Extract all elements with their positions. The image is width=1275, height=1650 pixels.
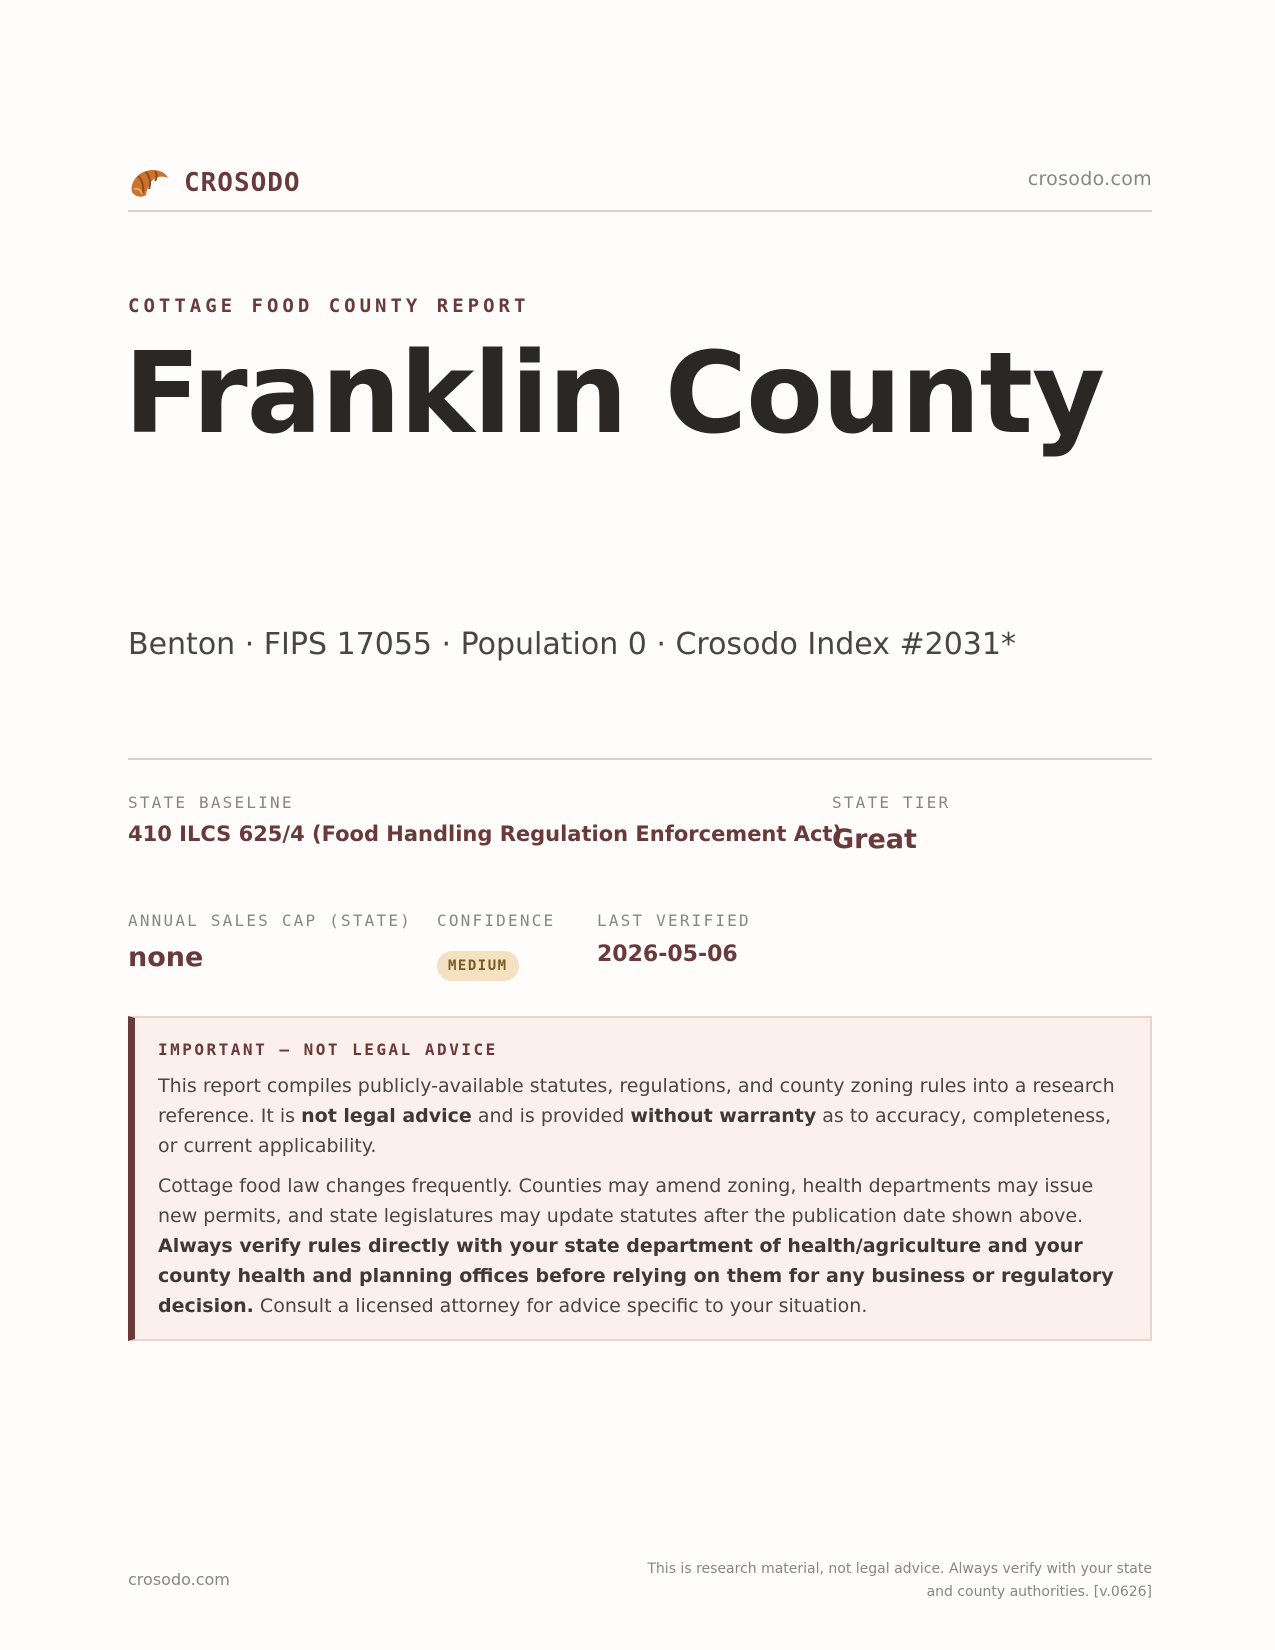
last-verified-label: LAST VERIFIED bbox=[597, 911, 751, 930]
report-type-label: COTTAGE FOOD COUNTY REPORT bbox=[128, 295, 530, 317]
confidence-badge: MEDIUM bbox=[437, 951, 519, 981]
legal-notice bbox=[128, 1016, 1152, 1341]
page-title: Franklin County bbox=[124, 329, 1105, 459]
footer-site[interactable]: crosodo.com bbox=[128, 1570, 230, 1589]
brand-name: CROSODO bbox=[184, 168, 301, 198]
sales-cap-label: ANNUAL SALES CAP (STATE) bbox=[128, 911, 412, 930]
state-tier-value: Great bbox=[832, 824, 917, 855]
notice-paragraph-1: This report compiles publicly-available statutes, regulations, and county zoning rules into a research reference. It is not legal advice and is provided without warranty as to accuracy, completeness, or current applicability. bbox=[158, 1075, 1115, 1157]
report-page bbox=[124, 0, 1152, 1650]
notice-heading: IMPORTANT — NOT LEGAL ADVICE bbox=[158, 1040, 498, 1059]
site-link[interactable]: crosodo.com bbox=[1027, 168, 1152, 190]
state-baseline-value: 410 ILCS 625/4 (Food Handling Regulation Enforcement Act) bbox=[128, 822, 843, 846]
confidence-label: CONFIDENCE bbox=[437, 911, 556, 930]
page-header bbox=[128, 158, 1152, 212]
last-verified-value: 2026-05-06 bbox=[597, 942, 738, 967]
county-meta: Benton · FIPS 17055 · Population 0 · Crosodo Index #2031* bbox=[128, 627, 1016, 662]
brand[interactable] bbox=[128, 162, 301, 204]
footer-disclaimer: This is research material, not legal advice. Always verify with your state and county authorities. [v.0626] bbox=[647, 1561, 1152, 1600]
state-tier-label: STATE TIER bbox=[832, 793, 951, 812]
divider bbox=[128, 758, 1152, 760]
notice-paragraph-2: Cottage food law changes frequently. Counties may amend zoning, health departments may issue new permits, and state legislatures may update statutes after the publication date shown above. Always verify rules directly with your state department of health/agriculture and your county health and planning offices before relying on them for any business or regulatory decision. Consult a licensed attorney for advice specific to your situation. bbox=[158, 1175, 1114, 1317]
sales-cap-value: none bbox=[128, 942, 204, 973]
croissant-icon bbox=[128, 162, 170, 204]
state-baseline-label: STATE BASELINE bbox=[128, 793, 294, 812]
